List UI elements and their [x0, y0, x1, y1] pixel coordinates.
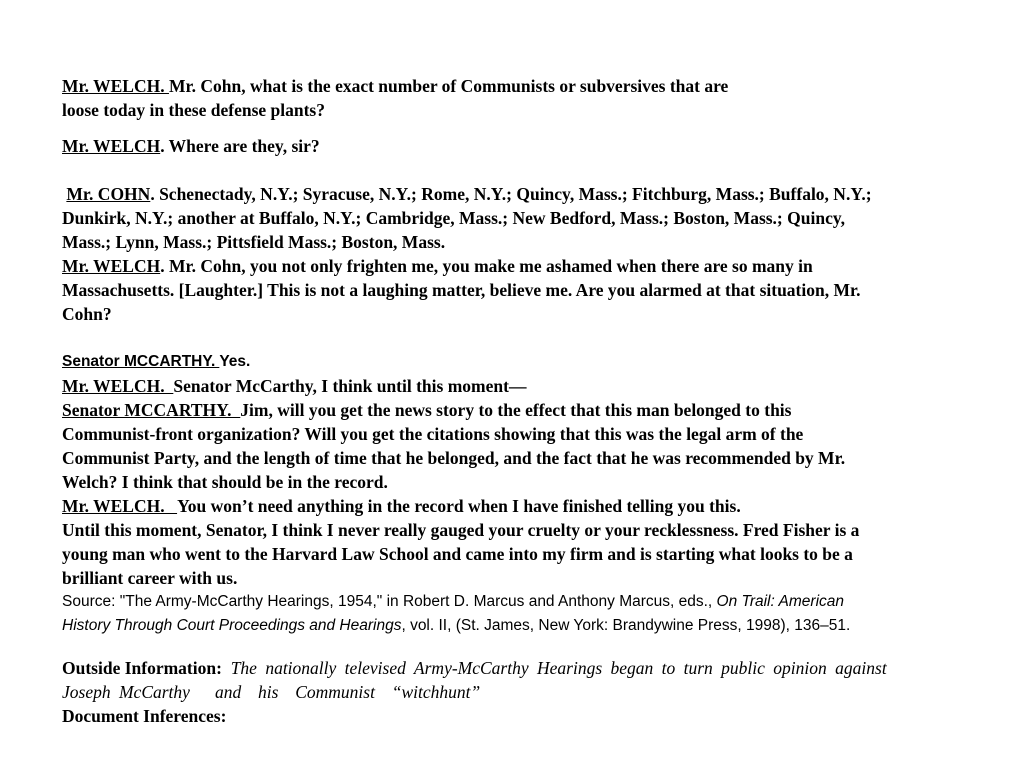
cohn-answer-line-1	[62, 182, 982, 206]
mccarthy-yes-paragraph	[62, 350, 982, 374]
mccarthy-fisher-text-3: Communist Party, and the length of time that he belonged, and the fact that he was recommended by Mr.	[62, 448, 846, 468]
mccarthy-yes-text: Yes.	[219, 353, 251, 370]
source-title-part-2: History Through Court Proceedings and Hearings	[62, 617, 402, 634]
speaker-cohn: Mr. COHN	[66, 184, 151, 204]
inferences-label: Document Inferences:	[62, 706, 227, 726]
speaker-welch: Mr. WELCH.	[62, 376, 174, 396]
document-inferences	[62, 704, 982, 728]
speaker-welch: Mr. WELCH	[62, 256, 161, 276]
welch-record-line	[62, 494, 982, 518]
source-line-2	[62, 614, 982, 638]
source-citation	[62, 590, 982, 638]
welch-where-text: . Where are they, sir?	[160, 136, 320, 156]
speaker-welch: Mr. WELCH.	[62, 76, 169, 96]
speaker-mccarthy: Senator MCCARTHY.	[62, 400, 241, 420]
welch-moment-line	[62, 374, 982, 398]
speaker-welch: Mr. WELCH.	[62, 496, 178, 516]
cohn-answer-paragraph	[62, 182, 982, 254]
source-suffix: , vol. II, (St. James, New York: Brandywine Press, 1998), 136–51.	[401, 617, 851, 634]
speaker-welch: Mr. WELCH	[62, 136, 161, 156]
outside-line-1	[62, 656, 982, 680]
welch-ashamed-text-2: Massachusetts. [Laughter.] This is not a laughing matter, believe me. Are you alarmed at that situation, Mr.	[62, 280, 861, 300]
welch-record-paragraph	[62, 494, 982, 518]
source-prefix: Source: "The Army-McCarthy Hearings, 1954," in Robert D. Marcus and Anthony Marcus, eds.,	[62, 593, 717, 610]
welch-question-paragraph	[62, 74, 982, 122]
cohn-answer-text-3: Mass.; Lynn, Mass.; Pittsfield Mass.; Boston, Mass.	[62, 232, 446, 252]
welch-moment-paragraph	[62, 374, 982, 398]
outside-text-2: Joseph McCarthy and his Communist “witchhunt”	[62, 682, 481, 702]
welch-question-text-1: Mr. Cohn, what is the exact number of Communists or subversives that are	[168, 76, 729, 96]
mccarthy-fisher-text-2: Communist-front organization? Will you get the citations showing that this was the legal arm of the	[62, 424, 804, 444]
mccarthy-fisher-paragraph	[62, 398, 982, 494]
speaker-mccarthy: Senator MCCARTHY.	[62, 353, 220, 370]
welch-ashamed-text-3: Cohn?	[62, 304, 112, 324]
mccarthy-fisher-text-1: Jim, will you get the news story to the effect that this man belonged to this	[240, 400, 792, 420]
outside-label: Outside Information:	[62, 658, 222, 678]
source-line-1	[62, 590, 982, 614]
cohn-answer-text-2: Dunkirk, N.Y.; another at Buffalo, N.Y.; Cambridge, Mass.; New Bedford, Mass.; Boston, Mass.; Quincy,	[62, 208, 846, 228]
mccarthy-fisher-text-4: Welch? I think that should be in the record.	[62, 472, 388, 492]
welch-ashamed-text-1: . Mr. Cohn, you not only frighten me, you make me ashamed when there are so many in	[160, 256, 813, 276]
welch-record-text: You won’t need anything in the record when I have finished telling you this.	[177, 496, 741, 516]
source-title-part-1: On Trail: American	[716, 593, 845, 610]
outside-text-1: The nationally televised Army-McCarthy Hearings began to turn public opinion against	[230, 658, 887, 678]
welch-question-text-2: loose today in these defense plants?	[62, 100, 325, 120]
outside-information	[62, 656, 982, 704]
welch-moment-text: Senator McCarthy, I think until this moment—	[173, 376, 527, 396]
welch-ashamed-line-1	[62, 254, 982, 278]
welch-cruelty-text-2: young man who went to the Harvard Law School and came into my firm and is starting what looks to be a	[62, 544, 853, 564]
document-page	[62, 0, 982, 768]
welch-cruelty-text-3: brilliant career with us.	[62, 568, 238, 588]
welch-cruelty-paragraph	[62, 518, 982, 590]
cohn-answer-text-1: . Schenectady, N.Y.; Syracuse, N.Y.; Rome, N.Y.; Quincy, Mass.; Fitchburg, Mass.; Buffalo, N.Y.;	[150, 184, 872, 204]
mccarthy-yes-line	[62, 350, 982, 374]
welch-cruelty-text-1: Until this moment, Senator, I think I never really gauged your cruelty or your recklessness. Fred Fisher is a	[62, 520, 860, 540]
welch-where-line	[62, 134, 982, 158]
welch-ashamed-paragraph	[62, 254, 982, 326]
welch-where-paragraph	[62, 134, 982, 158]
welch-question-line-1	[62, 74, 982, 98]
mccarthy-fisher-line-1	[62, 398, 982, 422]
